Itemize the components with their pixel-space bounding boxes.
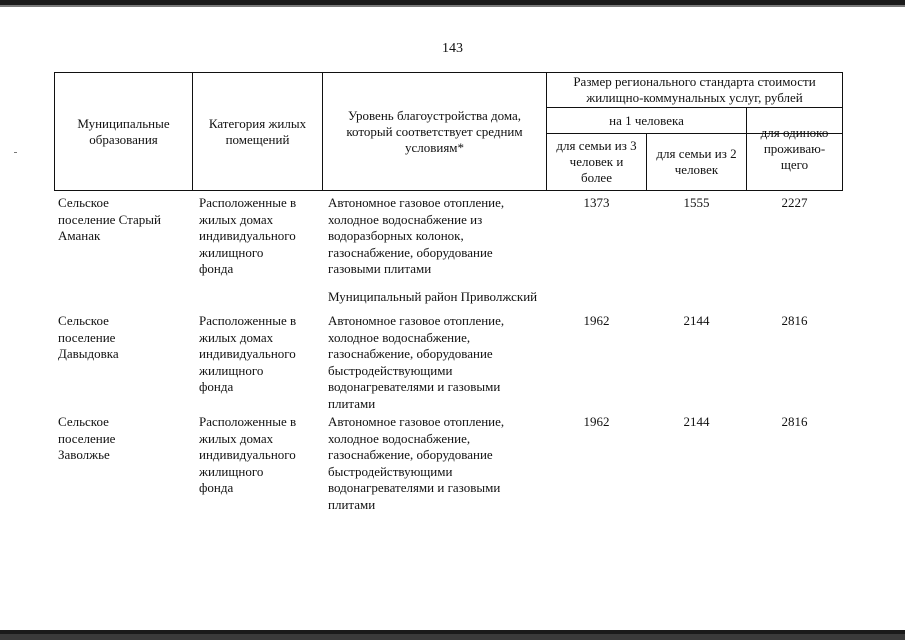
value-single: 2816 — [781, 414, 808, 429]
header-amenity-level: Уровень благоустройства дома, который соответствует средним условиям* — [346, 107, 523, 155]
header-per-person: на 1 человека — [609, 112, 684, 128]
value-family-3plus: 1373 — [583, 195, 610, 210]
header-family-2: для семьи из 2 человек — [656, 146, 737, 177]
value-family-2: 1555 — [683, 195, 710, 210]
scan-border-top-shadow — [0, 5, 905, 7]
category-cell: Расположенные в жилых домах индивидуального жилищного фонда — [199, 414, 297, 495]
scan-border-bottom-shadow — [0, 634, 905, 640]
value-family-3plus: 1962 — [583, 414, 610, 429]
value-single: 2227 — [781, 195, 808, 210]
value-family-3plus: 1962 — [583, 313, 610, 328]
amenities-cell: Автономное газовое отопление, холодное водоснабжение из водоразборных колонок, газоснабжение, оборудование газовыми плитами — [328, 195, 505, 276]
category-cell: Расположенные в жилых домах индивидуального жилищного фонда — [199, 313, 297, 394]
value-single: 2816 — [781, 313, 808, 328]
municipality-cell: Сельское поселение Давыдовка — [58, 313, 119, 361]
header-family-3plus: для семьи из 3 человек и более — [556, 138, 637, 185]
value-family-2: 2144 — [683, 313, 710, 328]
amenities-cell: Автономное газовое отопление, холодное водоснабжение, газоснабжение, оборудование быстродействующими водонагревателями и газовыми плитами — [328, 414, 505, 512]
municipality-cell: Сельское поселение Заволжье — [58, 414, 116, 462]
section-title: Муниципальный район Приволжский — [328, 289, 538, 304]
scan-edge-mark — [14, 152, 17, 153]
header-municipalities: Муниципальные образования — [77, 115, 170, 147]
value-family-2: 2144 — [683, 414, 710, 429]
header-single-resident: для одиноко проживаю-щего — [760, 125, 829, 172]
category-cell: Расположенные в жилых домах индивидуального жилищного фонда — [199, 195, 297, 276]
amenities-cell: Автономное газовое отопление, холодное водоснабжение, газоснабжение, оборудование быстродействующими водонагревателями и газовыми плитами — [328, 313, 505, 411]
municipality-cell: Сельское поселение Старый Аманак — [58, 195, 161, 243]
page-number: 143 — [442, 41, 463, 56]
header-housing-category: Категория жилых помещений — [208, 115, 307, 147]
header-standard-cost-group: Размер регионального стандарта стоимости жилищно-коммунальных услуг, рублей — [573, 74, 816, 105]
